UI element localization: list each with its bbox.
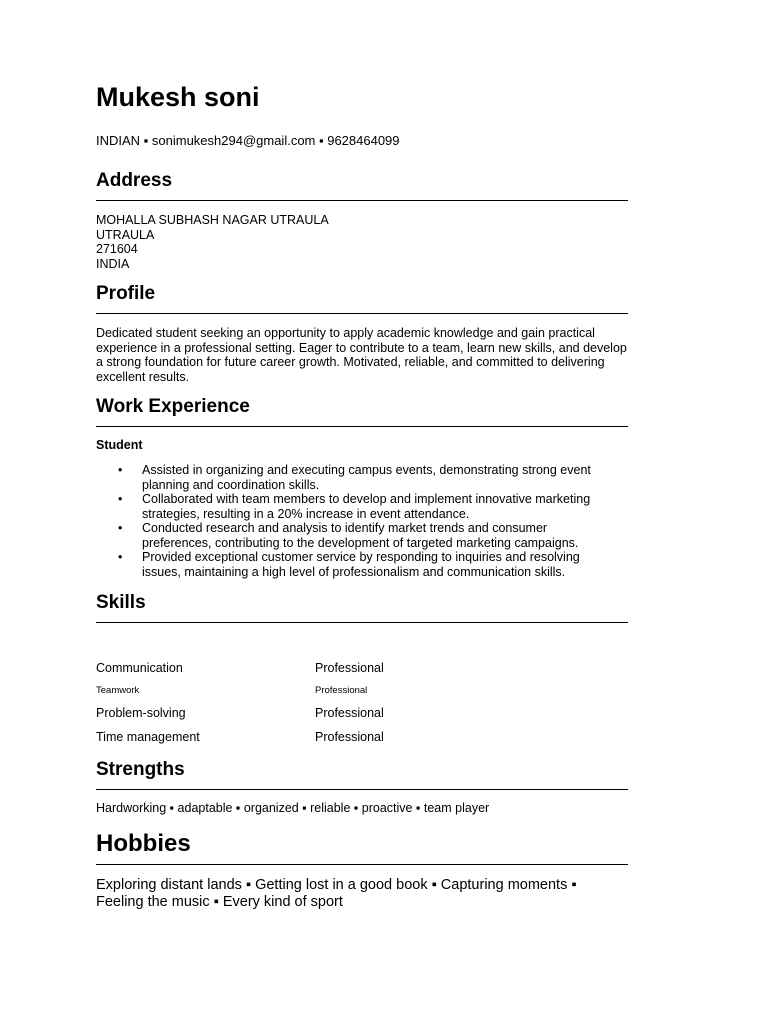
- bullet-icon: •: [118, 463, 123, 477]
- address-block: [96, 213, 628, 271]
- work-experience-heading: Work Experience: [96, 395, 628, 427]
- profile-heading: Profile: [96, 282, 628, 314]
- skill-row: [96, 729, 628, 753]
- bullet-text: Assisted in organizing and executing campus events, demonstrating strong event planning and coordination skills.: [142, 463, 591, 492]
- strengths-text: Hardworking ▪ adaptable ▪ organized ▪ reliable ▪ proactive ▪ team player: [96, 801, 490, 815]
- hobbies-text: Exploring distant lands ▪ Getting lost in a good book ▪ Capturing moments ▪ Feeling the music ▪ Every kind of sport: [96, 877, 577, 910]
- skill-row: [96, 684, 628, 705]
- skill-row: [96, 705, 628, 729]
- skill-level: Professional: [315, 685, 368, 696]
- list-item: [96, 550, 628, 579]
- skill-level: Professional: [315, 661, 384, 675]
- bullet-icon: •: [118, 492, 123, 506]
- address-line: 271604: [96, 242, 138, 256]
- skill-name: Teamwork: [96, 685, 140, 696]
- bullet-text: Conducted research and analysis to identify market trends and consumer preferences, contributing to the development of targeted marketing campaigns.: [142, 521, 579, 550]
- list-item: [96, 521, 628, 550]
- bullet-icon: •: [118, 521, 123, 535]
- hobbies-heading: Hobbies: [96, 829, 628, 865]
- bullet-text: Provided exceptional customer service by responding to inquiries and resolving issues, maintaining a high level of professionalism and communication skills.: [142, 550, 580, 579]
- work-bullet-list: [96, 463, 628, 579]
- skill-name: Communication: [96, 661, 183, 675]
- skill-name: Time management: [96, 730, 200, 744]
- skill-level: Professional: [315, 730, 384, 744]
- candidate-name: Mukesh soni: [96, 82, 260, 112]
- address-line: MOHALLA SUBHASH NAGAR UTRAULA: [96, 213, 329, 227]
- address-line: INDIA: [96, 256, 130, 271]
- skills-heading: Skills: [96, 591, 628, 623]
- skills-table: [96, 660, 628, 753]
- skill-row: [96, 660, 628, 684]
- bullet-icon: •: [118, 550, 123, 564]
- address-heading: Address: [96, 169, 628, 201]
- bullet-text: Collaborated with team members to develop and implement innovative marketing strategies, resulting in a 20% increase in event attendance.: [142, 492, 591, 521]
- strengths-heading: Strengths: [96, 758, 628, 790]
- profile-text: Dedicated student seeking an opportunity to apply academic knowledge and gain practical experience in a professional setting. Eager to contribute to a team, learn new skills, and develop a strong foundation for future career growth. Motivated, reliable, and committed to delivering excellent results.: [96, 326, 627, 384]
- skill-name: Problem-solving: [96, 706, 186, 720]
- job-title: Student: [96, 438, 143, 452]
- contact-line: INDIAN ▪ sonimukesh294@gmail.com ▪ 9628464099: [96, 133, 400, 148]
- list-item: [96, 463, 628, 492]
- list-item: [96, 492, 628, 521]
- address-line: UTRAULA: [96, 227, 155, 242]
- skill-level: Professional: [315, 706, 384, 720]
